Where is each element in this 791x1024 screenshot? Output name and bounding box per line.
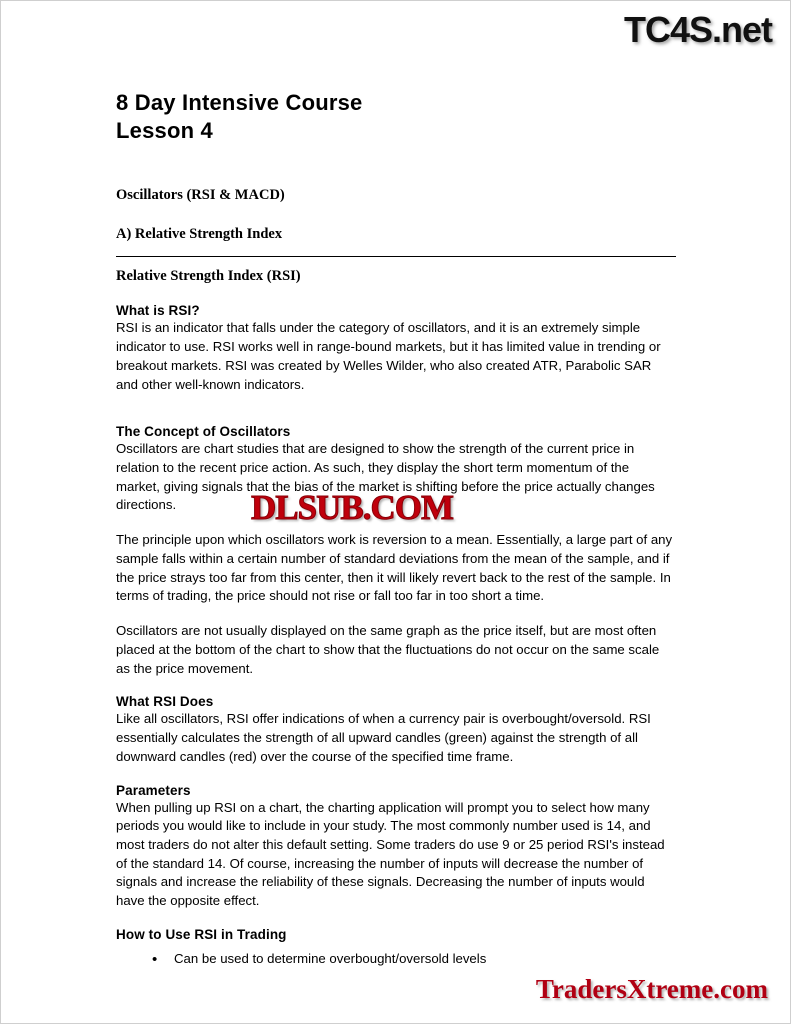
document-content: [116, 89, 676, 975]
subsection-heading-concept-of-oscillators: The Concept of Oscillators: [116, 424, 291, 440]
paragraph: Oscillators are not usually displayed on the same graph as the price itself, but are most often placed at the bottom of the chart to show that the fluctuations do not occur on the same scale as the price movement.: [116, 623, 660, 676]
page-title-line2: Lesson 4: [116, 118, 213, 144]
section-heading: Oscillators (RSI & MACD): [116, 187, 285, 204]
paragraph: When pulling up RSI on a chart, the charting application will prompt you to select how many periods you would like to include in your study. The most commonly number used is 14, and most traders do not alter this default setting. Some traders do use 9 or 25 period RSI's instead of the standard 14. Of course, increasing the number of inputs will decrease the number of signals and increase the reliability of these signals. Decreasing the number of inputs would have the opposite effect.: [116, 799, 665, 909]
list-item: • Can be used to determine overbought/oversold levels: [152, 950, 676, 969]
paragraph: Oscillators are chart studies that are designed to show the strength of the current price in relation to the recent price action. As such, they display the short term momentum of the market, giving signals that the bias of the market is shifting before the price actually changes directions.: [116, 441, 655, 513]
paragraph: The principle upon which oscillators work is reversion to a mean. Essentially, a large part of any sample falls within a certain number of standard deviations from the mean of the sample, and if the price strays too far from this center, then it will likely revert back to the rest of the sample. In terms of trading, the price should not rise or fall too far in too short a time.: [116, 532, 673, 604]
horizontal-divider: [116, 256, 676, 257]
part-heading: A) Relative Strength Index: [116, 226, 283, 243]
page-title: [116, 89, 676, 145]
page-title-line1: 8 Day Intensive Course: [116, 90, 363, 115]
subsection-heading-parameters: Parameters: [116, 782, 191, 798]
topic-heading: Relative Strength Index (RSI): [116, 268, 301, 285]
subsection-heading-what-is-rsi: What is RSI?: [116, 303, 200, 319]
paragraph: RSI is an indicator that falls under the category of oscillators, and it is an extremely simple indicator to use. RSI works well in range-bound markets, but it has limited value in trending or breakout markets. RSI was created by Welles Wilder, who also created ATR, Parabolic SAR and other well-known indicators.: [116, 320, 661, 392]
bullet-list: [116, 950, 676, 969]
subsection-heading-how-to-use-rsi: How to Use RSI in Trading: [116, 926, 287, 942]
spacer: [116, 410, 676, 424]
site-brand-top: TC4S.net: [623, 9, 772, 50]
paragraph: Like all oscillators, RSI offer indications of when a currency pair is overbought/oversold. RSI essentially calculates the strength of all upward candles (green) against the strength of all downward candles (red) over the course of the specified time frame.: [116, 711, 651, 764]
watermark-dlsub: DLSUB.COM: [251, 488, 453, 527]
subsection-heading-what-rsi-does: What RSI Does: [116, 694, 214, 710]
site-brand-bottom: TradersXtreme.com: [535, 974, 768, 1004]
